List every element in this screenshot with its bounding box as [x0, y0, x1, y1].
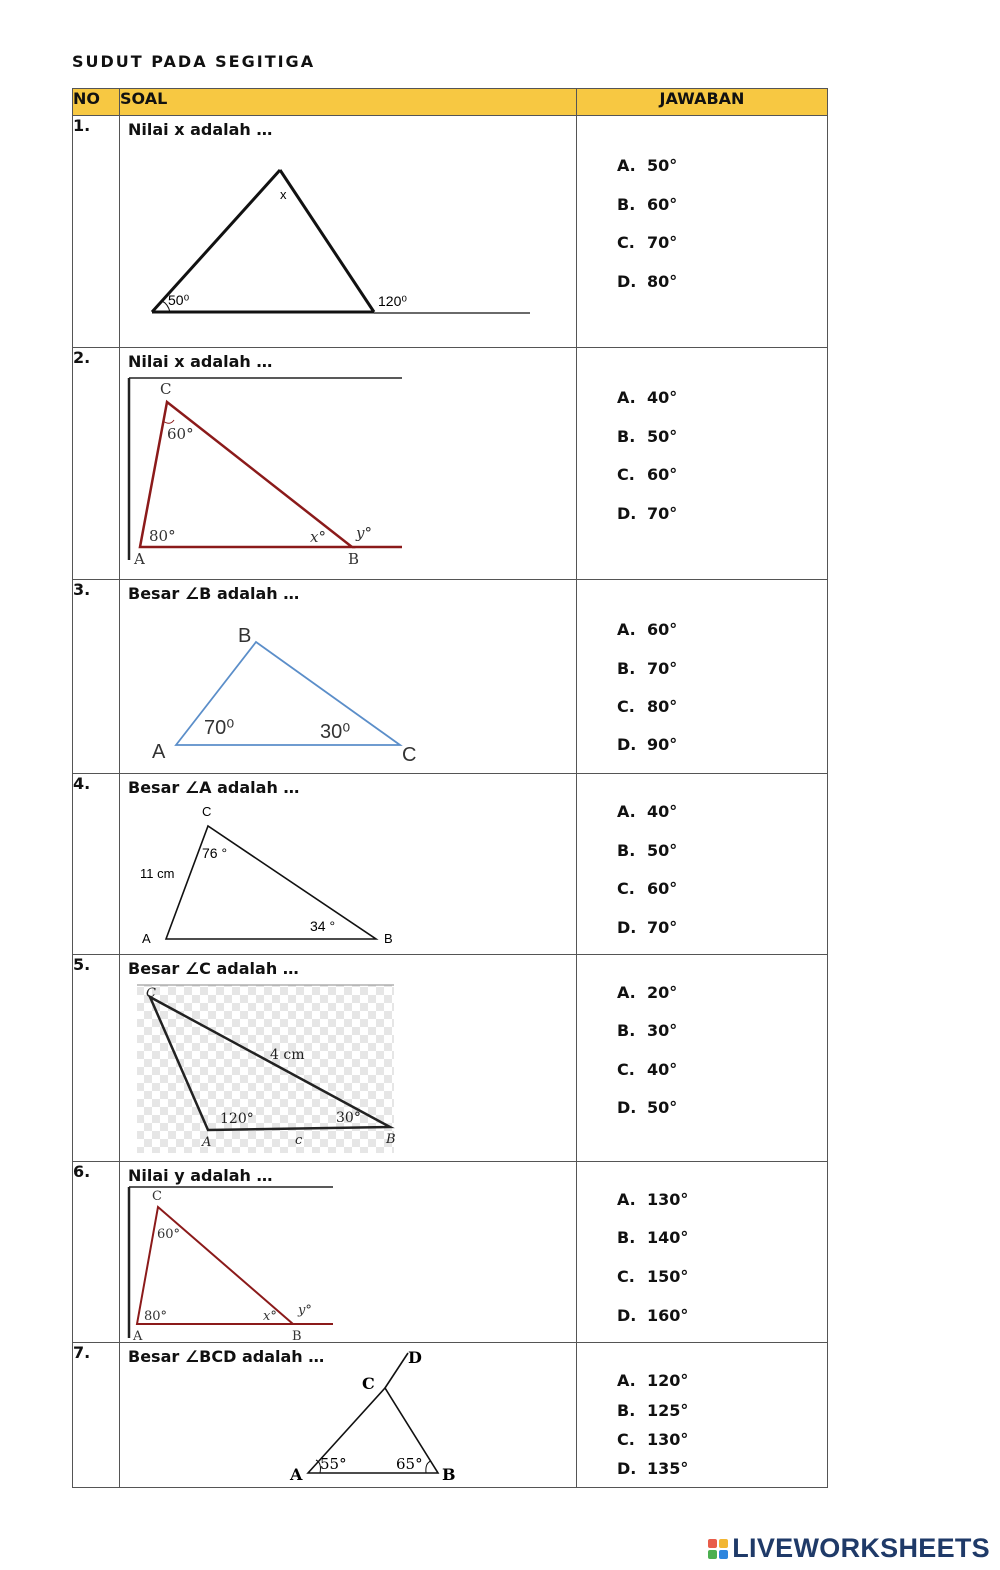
figure-label: A [202, 1135, 212, 1150]
option-value: 140° [647, 1228, 689, 1247]
option-item[interactable] [617, 156, 827, 195]
extension-line [385, 1353, 408, 1388]
question-number: 6. [73, 1162, 120, 1343]
option-letter: A. [617, 388, 636, 407]
option-letter: B. [617, 195, 636, 214]
triangle-figure-3 [120, 580, 576, 774]
option-letter: B. [617, 427, 636, 446]
figure-label: 80° [149, 527, 176, 545]
figure-label: 70⁰ [204, 717, 235, 739]
figure-label: 80° [144, 1309, 168, 1324]
option-value: 130° [647, 1430, 689, 1449]
question-number: 2. [73, 348, 120, 580]
figure-label: B [238, 625, 252, 647]
option-item[interactable] [617, 841, 827, 879]
figure-label: C [402, 744, 417, 766]
option-letter: C. [617, 465, 635, 484]
option-item[interactable] [617, 1190, 827, 1228]
option-value: 90° [647, 735, 678, 754]
figure-label: B [292, 1329, 302, 1344]
triangle-shape [166, 826, 376, 939]
option-value: 50° [647, 1098, 678, 1117]
figure-label: A [142, 931, 151, 946]
figure-label: 120° [220, 1111, 254, 1127]
figure-label: 4 cm [270, 1047, 305, 1063]
triangle-figure-5 [120, 955, 576, 1162]
question-number: 1. [73, 116, 120, 348]
figure-label: D [408, 1348, 422, 1367]
figure-label: 11 cm [140, 866, 175, 881]
triangle-figure-1 [120, 116, 576, 348]
option-letter: D. [617, 1459, 637, 1478]
option-item[interactable] [617, 1098, 827, 1128]
option-letter: C. [617, 1430, 635, 1449]
question-number: 5. [73, 955, 120, 1162]
table-header-row [73, 89, 828, 116]
option-value: 50° [647, 427, 678, 446]
option-value: 80° [647, 697, 678, 716]
option-item[interactable] [617, 465, 827, 504]
option-value: 60° [647, 465, 678, 484]
option-item[interactable] [617, 1060, 827, 1098]
question-text: Besar ∠BCD adalah … [128, 1347, 325, 1366]
triangle-figure-4 [120, 774, 576, 955]
option-list [577, 348, 827, 542]
figure-label: x [280, 187, 287, 202]
question-row-7 [73, 1343, 828, 1488]
triangle-side [152, 170, 280, 312]
answer-cell [577, 348, 828, 580]
question-cell [120, 580, 577, 774]
option-list [577, 1343, 827, 1485]
option-value: 60° [647, 620, 678, 639]
triangle-figure-7 [120, 1343, 576, 1488]
option-value: 20° [647, 983, 678, 1002]
question-number: 7. [73, 1343, 120, 1488]
option-item[interactable] [617, 697, 827, 735]
liveworksheets-logo-icon [708, 1539, 728, 1559]
question-text: Nilai x adalah … [128, 120, 273, 139]
question-text: Besar ∠C adalah … [128, 959, 299, 978]
option-list [577, 1162, 827, 1336]
logo-square [719, 1550, 728, 1559]
option-letter: A. [617, 1371, 636, 1390]
option-item[interactable] [617, 802, 827, 841]
answer-cell [577, 955, 828, 1162]
option-value: 70° [647, 233, 678, 252]
figure-label: 65° [396, 1455, 423, 1473]
option-item[interactable] [617, 659, 827, 697]
option-letter: C. [617, 1267, 635, 1286]
figure-label: x° [310, 528, 326, 546]
triangle-figure-6 [120, 1162, 576, 1343]
figure-label: B [386, 1132, 396, 1147]
figure-label: 30⁰ [320, 721, 351, 743]
option-value: 150° [647, 1267, 689, 1286]
logo-square [708, 1539, 717, 1548]
answer-cell [577, 116, 828, 348]
triangle-shape [140, 402, 352, 547]
option-value: 70° [647, 918, 678, 937]
option-value: 60° [647, 879, 678, 898]
option-item[interactable] [617, 983, 827, 1021]
figure-label: 60° [157, 1227, 181, 1242]
figure-label: 120⁰ [378, 293, 407, 309]
option-list [577, 580, 827, 765]
option-value: 40° [647, 1060, 678, 1079]
question-cell [120, 116, 577, 348]
figure-label: y° [356, 524, 372, 542]
option-value: 160° [647, 1306, 689, 1325]
question-text: Besar ∠A adalah … [128, 778, 300, 797]
answer-cell [577, 1162, 828, 1343]
option-list [577, 774, 827, 948]
question-text: Besar ∠B adalah … [128, 584, 300, 603]
option-letter: C. [617, 1060, 635, 1079]
option-letter: B. [617, 1228, 636, 1247]
triangle-figure-2 [120, 348, 576, 580]
option-letter: D. [617, 1306, 637, 1325]
figure-label: A [290, 1465, 303, 1484]
figure-label: x° [263, 1309, 277, 1324]
option-value: 80° [647, 272, 678, 291]
question-row-4 [73, 774, 828, 955]
option-value: 130° [647, 1190, 689, 1209]
question-cell [120, 348, 577, 580]
option-item[interactable] [617, 1371, 827, 1401]
option-item[interactable] [617, 1401, 827, 1430]
header-jawaban: JAWABAN [577, 89, 828, 116]
option-letter: D. [617, 1098, 637, 1117]
option-item[interactable] [617, 620, 827, 659]
option-item[interactable] [617, 1306, 827, 1336]
option-item[interactable] [617, 233, 827, 272]
option-item[interactable] [617, 918, 827, 948]
figure-label: C [152, 1189, 162, 1204]
option-value: 125° [647, 1401, 689, 1420]
option-letter: B. [617, 841, 636, 860]
option-letter: A. [617, 983, 636, 1002]
logo-square [719, 1539, 728, 1548]
figure-label: y° [298, 1303, 312, 1318]
option-item[interactable] [617, 272, 827, 310]
option-letter: D. [617, 918, 637, 937]
question-row-3 [73, 580, 828, 774]
option-letter: D. [617, 735, 637, 754]
figure-label: A [133, 1329, 143, 1344]
answer-cell [577, 1343, 828, 1488]
answer-cell [577, 580, 828, 774]
option-letter: C. [617, 233, 635, 252]
option-value: 50° [647, 156, 678, 175]
figure-label: 60° [167, 425, 194, 443]
option-letter: A. [617, 802, 636, 821]
option-letter: B. [617, 1401, 636, 1420]
option-item[interactable] [617, 1459, 827, 1485]
option-letter: C. [617, 879, 635, 898]
option-item[interactable] [617, 879, 827, 918]
option-item[interactable] [617, 388, 827, 427]
figure-label: B [442, 1465, 456, 1484]
figure-label: B [348, 550, 360, 568]
question-text: Nilai y adalah … [128, 1166, 273, 1185]
question-cell [120, 955, 577, 1162]
figure-label: C [362, 1374, 375, 1393]
question-cell [120, 1343, 577, 1488]
option-value: 60° [647, 195, 678, 214]
question-table [72, 88, 828, 1488]
figure-label: 34 ° [310, 918, 336, 934]
figure-label: c [295, 1133, 303, 1148]
triangle-side [280, 170, 374, 312]
option-value: 40° [647, 388, 678, 407]
liveworksheets-logo[interactable] [708, 1533, 990, 1564]
figure-label: A [152, 741, 166, 763]
question-row-1 [73, 116, 828, 348]
question-cell [120, 774, 577, 955]
option-list [577, 116, 827, 310]
answer-cell [577, 774, 828, 955]
angle-arc [426, 1461, 431, 1473]
question-text: Nilai x adalah … [128, 352, 273, 371]
question-row-5 [73, 955, 828, 1162]
option-list [577, 955, 827, 1128]
option-item[interactable] [617, 1021, 827, 1060]
header-no: NO [73, 89, 120, 116]
option-letter: A. [617, 1190, 636, 1209]
option-item[interactable] [617, 735, 827, 765]
option-item[interactable] [617, 504, 827, 542]
option-value: 50° [647, 841, 678, 860]
figure-label: 50⁰ [168, 292, 190, 308]
option-item[interactable] [617, 427, 827, 465]
option-letter: B. [617, 659, 636, 678]
figure-label: B [384, 931, 393, 946]
question-number: 3. [73, 580, 120, 774]
option-letter: D. [617, 504, 637, 523]
question-cell [120, 1162, 577, 1343]
figure-label: 76 ° [202, 845, 228, 861]
option-letter: C. [617, 697, 635, 716]
option-item[interactable] [617, 1228, 827, 1267]
option-letter: D. [617, 272, 637, 291]
header-soal: SOAL [120, 89, 577, 116]
option-item[interactable] [617, 195, 827, 233]
logo-square [708, 1550, 717, 1559]
figure-label: C [202, 804, 212, 819]
option-item[interactable] [617, 1267, 827, 1306]
question-row-6 [73, 1162, 828, 1343]
option-value: 40° [647, 802, 678, 821]
option-value: 120° [647, 1371, 689, 1390]
figure-label: A [134, 550, 145, 568]
option-value: 30° [647, 1021, 678, 1040]
option-letter: A. [617, 620, 636, 639]
question-row-2 [73, 348, 828, 580]
figure-label: C [146, 986, 156, 1001]
figure-label: 30° [336, 1110, 361, 1126]
question-number: 4. [73, 774, 120, 955]
option-value: 135° [647, 1459, 689, 1478]
option-value: 70° [647, 504, 678, 523]
option-letter: A. [617, 156, 636, 175]
worksheet-title: SUDUT PADA SEGITIGA [72, 52, 316, 71]
option-letter: B. [617, 1021, 636, 1040]
logo-text: LIVEWORKSHEETS [732, 1533, 990, 1563]
option-item[interactable] [617, 1430, 827, 1459]
figure-label: 55° [320, 1455, 347, 1473]
triangle-shape [137, 1207, 293, 1324]
option-value: 70° [647, 659, 678, 678]
figure-label: C [160, 380, 172, 398]
